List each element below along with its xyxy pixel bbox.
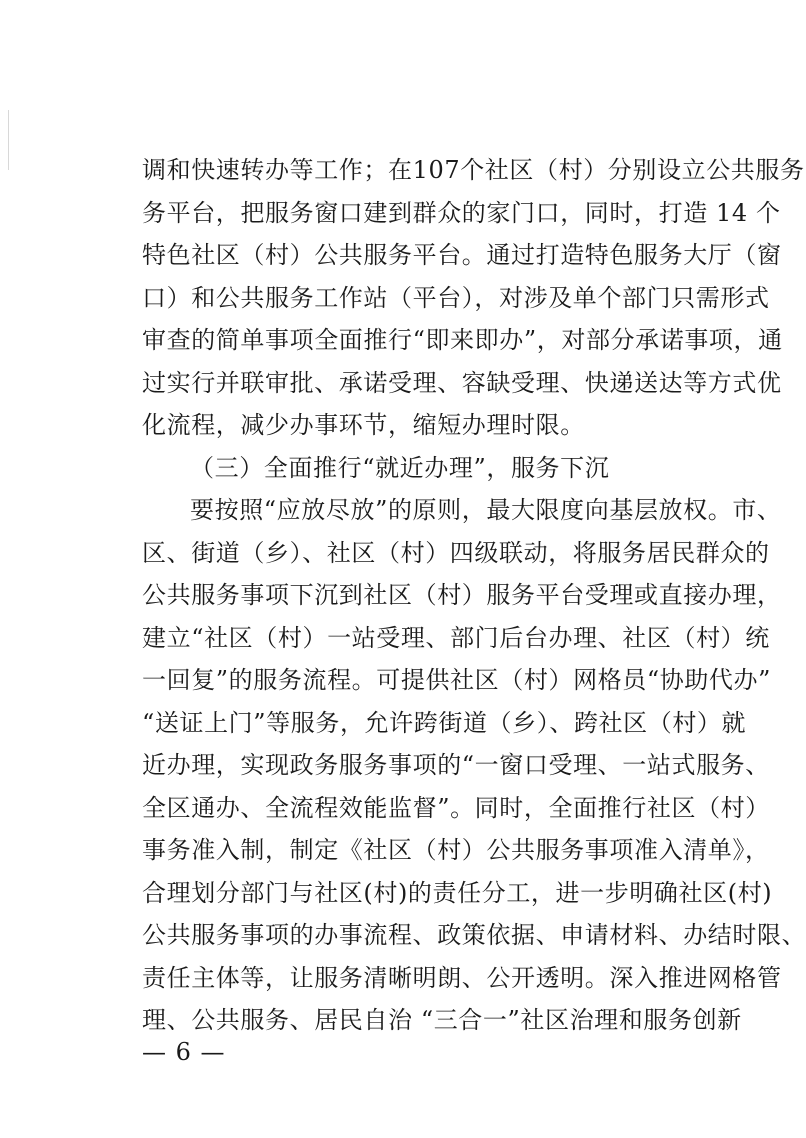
body-line: “送证上门”等服务，允许跨街道（乡）、跨社区（村）就 (142, 709, 747, 737)
body-line: 审查的简单事项全面推行“即来即办”，对部分承诺事项，通 (142, 326, 783, 354)
body-line: 公共服务事项下沉到社区（村）服务平台受理或直接办理， (142, 581, 782, 609)
body-line: 特色社区（村）公共服务平台。通过打造特色服务大厅（窗 (142, 241, 782, 269)
body-line: 责任主体等，让服务清晰明朗、公开透明。深入推进网格管 (142, 964, 782, 992)
body-line: 一回复”的服务流程。可提供社区（村）网格员“协助代办” (142, 666, 772, 694)
paragraph-first-line: 要按照“应放尽放”的原则，最大限度向基层放权。市、 (190, 496, 782, 524)
body-line: 事务准入制，制定《社区（村）公共服务事项准入清单》， (142, 836, 770, 864)
body-line: 理、公共服务、居民自治 “三合一”社区治理和服务创新 (142, 1006, 742, 1034)
body-line: 公共服务事项的办事流程、政策依据、申请材料、办结时限、 (142, 921, 806, 949)
body-line: 口）和公共服务工作站（平台），对涉及单个部门只需形式 (142, 284, 770, 312)
body-line: 合理划分部门与社区(村)的责任分工，进一步明确社区(村) (142, 879, 773, 907)
body-line: 化流程，减少办事环节，缩短办理时限。 (142, 411, 585, 439)
body-line: 调和快速转办等工作；在107个社区（村）分别设立公共服务 (142, 156, 805, 184)
body-line: 建立“社区（村）一站受理、部门后台办理、社区（村）统 (142, 624, 770, 652)
body-line: 过实行并联审批、承诺受理、容缺受理、快递送达等方式优 (142, 369, 782, 397)
section-heading: （三）全面推行“就近办理”，服务下沉 (190, 454, 610, 482)
page-number: — 6 — (142, 1038, 226, 1066)
body-line: 全区通办、全流程效能监督”。同时，全面推行社区（村） (142, 794, 770, 822)
body-line: 区、街道（乡）、社区（村）四级联动，将服务居民群众的 (142, 539, 770, 567)
body-line: 近办理，实现政务服务事项的“一窗口受理、一站式服务、 (142, 751, 770, 779)
body-line: 务平台，把服务窗口建到群众的家门口，同时，打造 14 个 (142, 199, 781, 227)
scan-edge-mark (8, 110, 9, 170)
